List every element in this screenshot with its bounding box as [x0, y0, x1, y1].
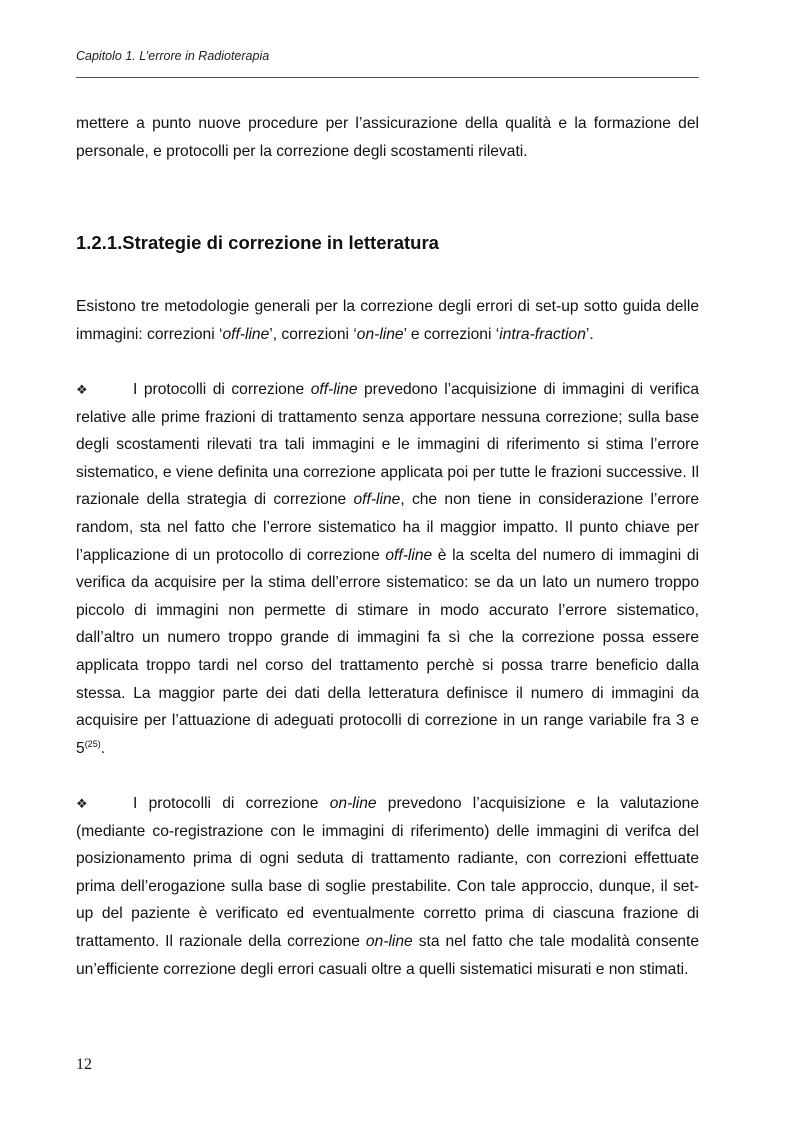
term-on-line: on-line	[356, 325, 404, 343]
offline-text-1: I protocolli di correzione	[133, 381, 311, 398]
online-text-3: sta nel fatto che tale modalità consente un’efficiente correzione degli errori casuali oltre a quelli sistematici misurati e non stimati.	[76, 932, 699, 978]
page-number: 12	[76, 1056, 92, 1073]
offline-text-5: .	[100, 739, 106, 757]
offline-term-2: off-line	[353, 491, 401, 509]
online-text-1: I protocolli di correzione	[133, 795, 330, 812]
offline-text-3: , che non tiene in considerazione l’errore random, sta nel fatto che l’errore sistematico ha il maggior impatto. Il punto chiave per l’applicazione di un protocollo di correzione	[76, 491, 699, 564]
diamond-bullet-icon: ❖	[76, 382, 88, 397]
section-heading: 1.2.1.Strategie di correzione in letteratura	[76, 232, 439, 253]
methods-text-3: ’ e correzioni ‘	[403, 325, 500, 343]
methods-text-2: ’, correzioni ‘	[269, 325, 357, 343]
term-intra-fraction: intra-fraction	[499, 325, 586, 343]
online-term-1: on-line	[329, 795, 377, 812]
offline-term-1: off-line	[310, 381, 358, 398]
offline-text-2: prevedono l’acquisizione di immagini di verifica relative alle prime frazioni di trattamento senza apportare nessuna correzione; sulla base degli scostamenti rilevati tra tali immagini e le immagini di riferimento si stima l’errore sistematico, e viene definita una correzione applicata poi per tutte le frazioni successive. Il razionale della strategia di correzione	[76, 381, 699, 509]
term-off-line: off-line	[222, 325, 270, 343]
online-term-2: on-line	[365, 932, 413, 950]
offline-term-3: off-line	[385, 546, 433, 564]
running-header: Capitolo 1. L’errore in Radioterapia	[76, 49, 270, 63]
methods-text-1: Esistono tre metodologie generali per la correzione degli errori di set-up sotto guida delle immagini: correzioni ‘	[76, 298, 699, 343]
citation-reference: (25)	[84, 738, 101, 749]
bullet-offline	[76, 376, 699, 762]
intro-paragraph: mettere a punto nuove procedure per l’assicurazione della qualità e la formazione del personale, e protocolli per la correzione degli scostamenti rilevati.	[76, 115, 699, 160]
methods-text-4: ’.	[585, 325, 594, 343]
bullet-online	[76, 790, 699, 983]
header-rule	[76, 77, 699, 78]
methods-paragraph	[76, 293, 699, 348]
offline-text-4: è la scelta del numero di immagini di verifica da acquisire per la stima dell’errore sistematico: se da un lato un numero troppo piccolo di immagini non permette di stimare in modo accurato l’errore sistematico, dall’altro un numero troppo grande di immagini fa sì che la correzione possa essere applicata troppo tardi nel corso del trattamento perchè si possa trarre beneficio dalla stessa. La maggior parte dei dati della letteratura definisce il numero di immagini da acquisire per l’attuazione di adeguati protocolli di correzione in un range variabile fra 3 e 5	[76, 546, 699, 757]
diamond-bullet-icon: ❖	[76, 796, 88, 811]
online-text-2: prevedono l’acquisizione e la valutazione (mediante co-registrazione con le immagini di riferimento) delle immagini di verifca del posizionamento prima di ogni seduta di trattamento radiante, con correzioni effettuate prima dell’erogazione sulla base di soglie prestabilite. Con tale approccio, dunque, il set-up del paziente è verificato ed eventualmente corretto prima di ciascuna frazione di trattamento. Il razionale della correzione	[76, 795, 699, 950]
